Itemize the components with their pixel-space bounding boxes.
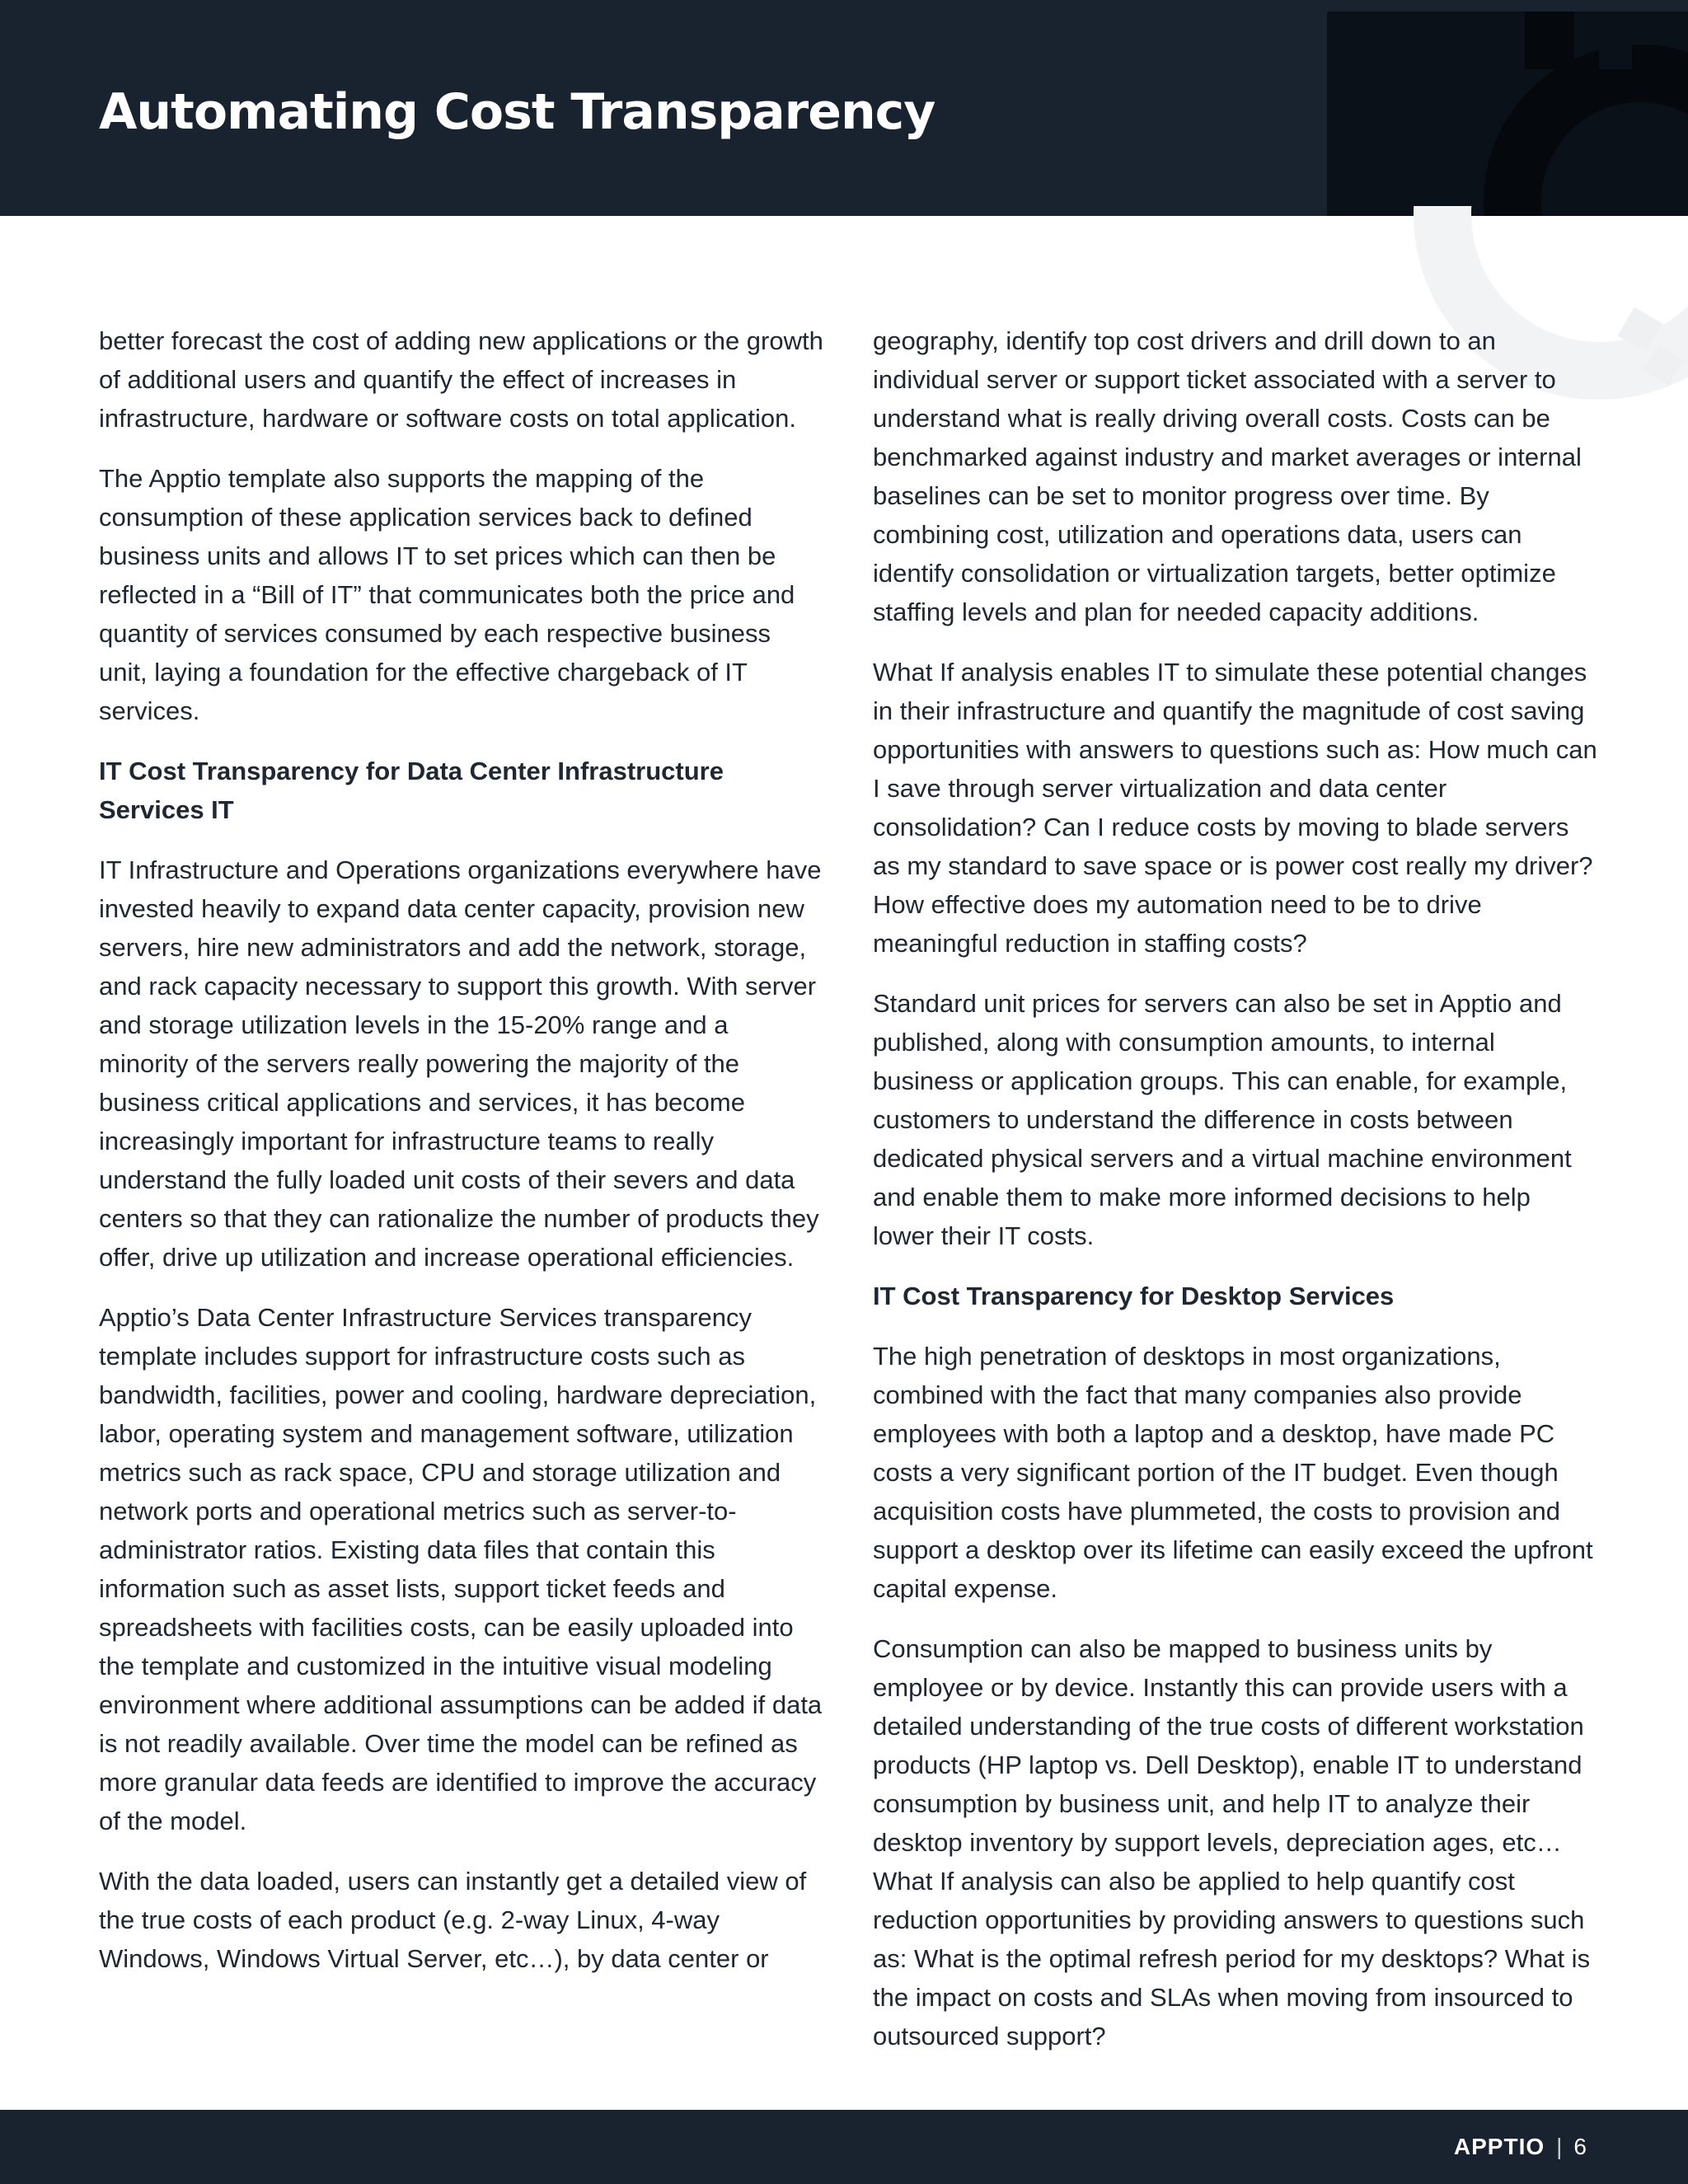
paragraph: better forecast the cost of adding new applications or the growth of additional users and quantify the effect of increases in infrastructure, hardware or software costs on total application. [99,326,823,433]
paragraph: Consumption can also be mapped to business units by employee or by device. Instantly this can provide users with a detailed understanding of the true costs of different workstation products (HP laptop vs. Dell Desktop), enable IT to understand consumption by business unit, and help IT to analyze their desktop inventory by support levels, depreciation ages, etc… What If analysis can also be applied to help quantify cost reduction opportunities by providing answers to questions such as: What is the optimal refresh period for my desktops? What is the impact on costs and SLAs when moving from insourced to outsourced support? [873,1634,1591,2050]
page-header [0,0,1688,216]
header-decoration [1327,12,1688,216]
paragraph: The high penetration of desktops in most organizations, combined with the fact that many companies also provide employees with both a laptop and a desktop, have made PC costs a very significant portion of the IT budget. Even though acquisition costs have plummeted, the costs to provision and support a desktop over its lifetime can easily exceed the upfront capital expense. [873,1342,1593,1603]
left-column [99,321,824,1999]
paragraph: The Apptio template also supports the mapping of the consumption of these application services back to defined business units and allows IT to set prices which can then be reflected in a “Bill of IT” that communicates both the price and quantity of services consumed by each respective business unit, laying a foundation for the effective chargeback of IT services. [99,464,795,725]
section-heading: IT Cost Transparency for Data Center Infrastructure Services IT [99,757,724,824]
page-title: Automating Cost Transparency [99,83,935,141]
paragraph: IT Infrastructure and Operations organizations everywhere have invested heavily to expand data center capacity, provision new servers, hire new administrators and add the network, storage, and rack capacity necessary to support this growth. With server and storage utilization levels in the 15-20% range and a minority of the servers really powering the majority of the business critical applications and services, it has become increasingly important for infrastructure teams to really understand the fully loaded unit costs of their severs and data centers so that they can rationalize the number of products they offer, drive up utilization and increase operational efficiencies. [99,855,822,1272]
paragraph: geography, identify top cost drivers and drill down to an individual server or support ticket associated with a server to understand what is really driving overall costs. Costs can be benchmarked against industry and market averages or internal baselines can be set to monitor progress over time. By combining cost, utilization and operations data, users can identify consolidation or virtualization targets, better optimize staffing levels and plan for needed capacity additions. [873,326,1582,626]
footer-brand [1454,2133,1587,2161]
footer-separator: | [1556,2134,1563,2159]
section-heading: IT Cost Transparency for Desktop Services [873,1282,1395,1310]
page-footer [0,2110,1688,2184]
paragraph: What If analysis enables IT to simulate these potential changes in their infrastructure and quantify the magnitude of cost saving opportunities with answers to questions such as: How much can I save through server virtualization and data center consolidation? Can I reduce costs by moving to blade servers as my standard to save space or is power cost really my driver? How effective does my automation need to be to drive meaningful reduction in staffing costs? [873,658,1597,958]
right-column [873,321,1598,2077]
brand-name: APPTIO [1453,2134,1545,2159]
paragraph: Standard unit prices for servers can also be set in Apptio and published, along with consumption amounts, to internal business or application groups. This can enable, for example, customers to understand the difference in costs between dedicated physical servers and a virtual machine environment and enable them to make more informed decisions to help lower their IT costs. [873,989,1572,1250]
paragraph: With the data loaded, users can instantly get a detailed view of the true costs of each product (e.g. 2-way Linux, 4-way Windows, Windows Virtual Server, etc…), by data center or [99,1867,807,1973]
paragraph: Apptio’s Data Center Infrastructure Services transparency template includes support for infrastructure costs such as bandwidth, facilities, power and cooling, hardware depreciation, labor, operating system and management software, utilization metrics such as rack space, CPU and storage utilization and network ports and operational metrics such as server-to-administrator ratios. Existing data files that contain this information such as asset lists, support ticket feeds and spreadsheets with facilities costs, can be easily uploaded into the template and customized in the intuitive visual modeling environment where additional assumptions can be added if data is not readily available. Over time the model can be refined as more granular data feeds are identified to improve the accuracy of the model. [99,1303,823,1835]
page-number: 6 [1573,2134,1587,2159]
abstract-gear-graphic-icon [1327,12,1688,216]
